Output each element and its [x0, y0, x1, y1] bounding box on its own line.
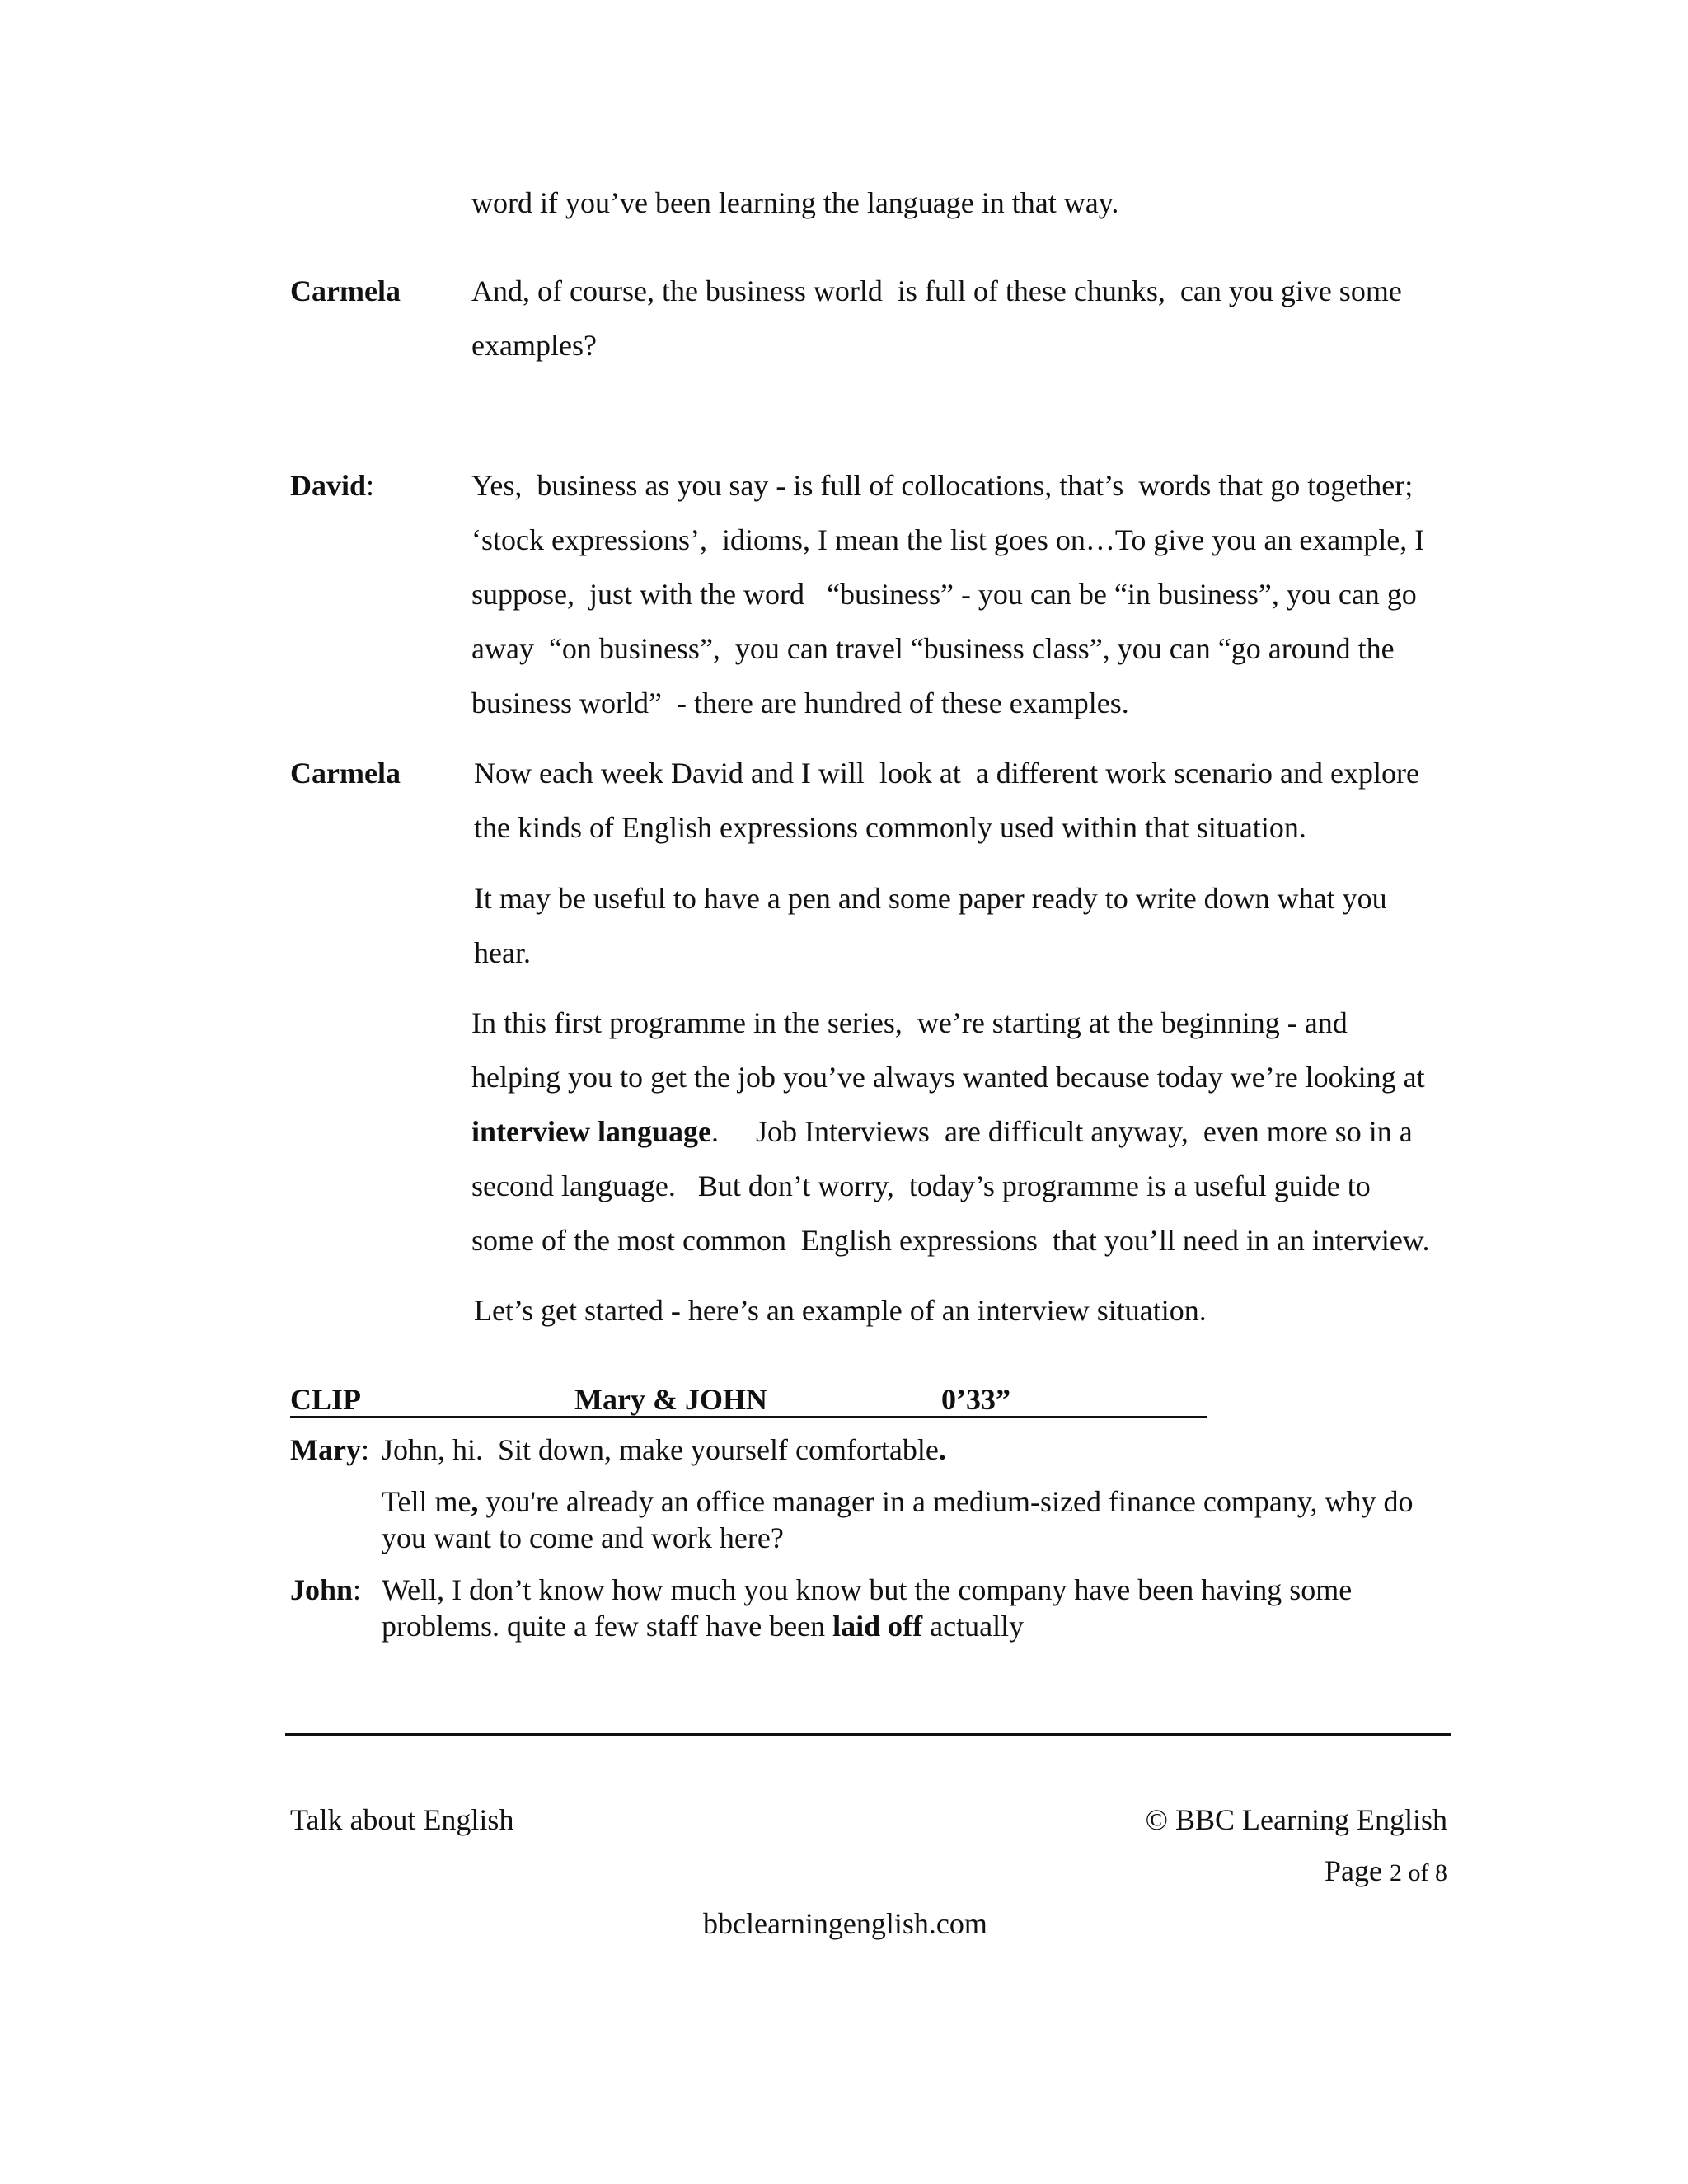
dialogue-line: problems. quite a few staff have been laid off actually — [382, 1610, 1025, 1643]
footer-title: Talk about English — [290, 1803, 514, 1836]
paragraph-line: hear. — [474, 936, 531, 969]
paragraph-line: interview language. Job Interviews are difficult anyway, even more so in a — [471, 1115, 1413, 1148]
dialogue-line: Well, I don’t know how much you know but the company have been having some — [382, 1573, 1353, 1606]
speaker-label-john: John: — [290, 1573, 362, 1606]
clip-duration: 0’33” — [941, 1383, 1010, 1416]
paragraph-line: Let’s get started - here’s an example of an interview situation. — [474, 1294, 1207, 1327]
footer-website: bbclearningenglish.com — [703, 1907, 987, 1940]
paragraph-line: It may be useful to have a pen and some paper ready to write down what you — [474, 882, 1387, 915]
speaker-label-carmela: Carmela — [290, 274, 401, 307]
paragraph-line: some of the most common English expressions that you’ll need in an interview. — [471, 1224, 1430, 1257]
clip-heading — [290, 1381, 1207, 1421]
paragraph-line: In this first programme in the series, we’re starting at the beginning - and — [471, 1006, 1348, 1039]
paragraph-line: suppose, just with the word “business” - you can be “in business”, you can go — [471, 578, 1417, 611]
clip-names: Mary & JOHN — [574, 1383, 767, 1416]
paragraph-line: word if you’ve been learning the language in that way. — [471, 186, 1119, 219]
paragraph-line: And, of course, the business world is full of these chunks, can you give some — [471, 274, 1402, 307]
dialogue-line: Tell me, you're already an office manager in a medium-sized finance company, why do — [382, 1485, 1414, 1518]
bold-term: interview language — [471, 1115, 711, 1148]
speaker-label-david: David: — [290, 469, 375, 502]
paragraph-line: second language. But don’t worry, today’s programme is a useful guide to — [471, 1169, 1371, 1202]
dialogue-line: John, hi. Sit down, make yourself comfortable. — [382, 1433, 946, 1466]
paragraph-line: Now each week David and I will look at a different work scenario and explore — [474, 757, 1419, 790]
bold-term: laid off — [832, 1610, 923, 1643]
paragraph-line: examples? — [471, 329, 597, 362]
paragraph-line: the kinds of English expressions commonly used within that situation. — [474, 811, 1306, 844]
footer-copyright: © BBC Learning English — [1145, 1803, 1447, 1836]
paragraph-line: business world” - there are hundred of these examples. — [471, 687, 1129, 719]
paragraph-line: Yes, business as you say - is full of collocations, that’s words that go together; — [471, 469, 1414, 502]
paragraph-line: away “on business”, you can travel “business class”, you can “go around the — [471, 632, 1395, 665]
paragraph-line: ‘stock expressions’, idioms, I mean the list goes on…To give you an example, I — [471, 523, 1425, 556]
speaker-label-mary: Mary: — [290, 1433, 369, 1466]
dialogue-line: you want to come and work here? — [382, 1521, 784, 1554]
clip-label: CLIP — [290, 1383, 362, 1416]
paragraph-line: helping you to get the job you’ve always wanted because today we’re looking at — [471, 1061, 1425, 1094]
page-number: Page 2 of 8 — [1325, 1854, 1447, 1887]
speaker-label-carmela: Carmela — [290, 757, 401, 790]
clip-underline — [290, 1416, 1207, 1418]
footer-divider — [285, 1733, 1451, 1736]
